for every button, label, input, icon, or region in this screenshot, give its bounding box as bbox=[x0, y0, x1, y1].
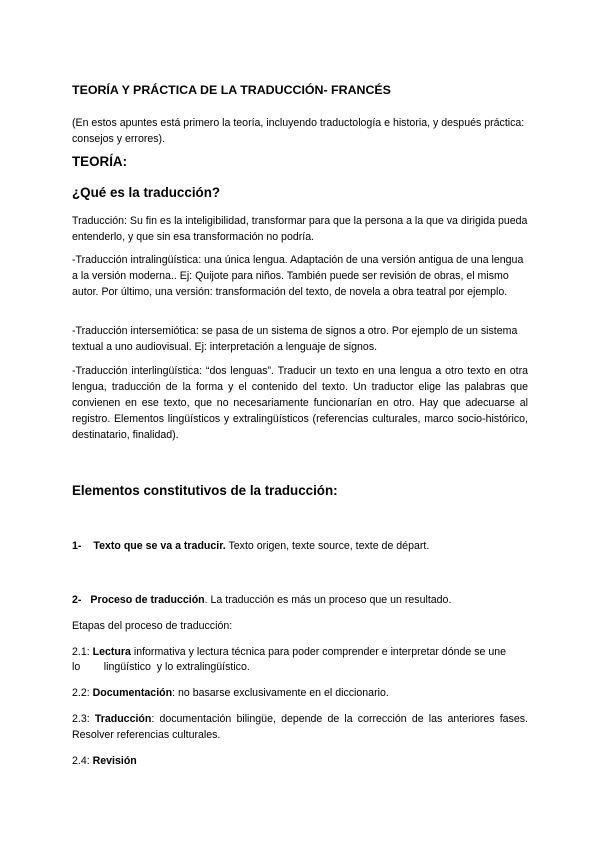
etapa-bold: Lectura bbox=[92, 646, 131, 658]
etapa-number: 2.3: bbox=[72, 713, 95, 725]
etapas-label: Etapas del proceso de traducción: bbox=[72, 620, 233, 632]
etapa-revision bbox=[72, 755, 137, 768]
etapa-number: 2.2: bbox=[72, 687, 93, 699]
paragraph-interlinguistica: -Traducción interlingüística: “dos lenguas”. Traducir un texto en una lengua a otro texto en otra lengua, traducción de la forma y el contenido del texto. Un traductor elige las palabras que convienen en ese texto, que no necesariamente funcionarían en otro. Hay que adecuarse al registro. Elementos lingüísticos y extralingüísticos (referencias culturales, marco socio-histórico, destinatario, finalidad). bbox=[72, 365, 528, 441]
section-heading-teoria: TEORÍA: bbox=[72, 154, 128, 169]
list-item-proceso bbox=[72, 594, 451, 607]
etapa-bold: Revisión bbox=[92, 755, 137, 767]
etapa-text: : no basarse exclusivamente en el diccionario. bbox=[172, 687, 389, 699]
etapa-lectura-line1 bbox=[72, 646, 506, 659]
list-item-number: 1- bbox=[72, 540, 82, 552]
intro-paragraph: (En estos apuntes está primero la teoría, incluyendo traductología e historia, y después práctica: consejos y errores). bbox=[72, 117, 525, 145]
etapa-traduccion bbox=[72, 711, 528, 743]
etapa-bold: Documentación bbox=[92, 687, 173, 699]
list-item-bold: Proceso de traducción bbox=[90, 594, 205, 606]
etapa-bold: Traducción bbox=[94, 713, 152, 725]
etapa-lectura-line2: lo lingüístico y lo extralingüístico. bbox=[72, 661, 250, 673]
list-item-text: . La traducción es más un proceso que un resultado. bbox=[204, 594, 452, 606]
etapa-text: informativa y lectura técnica para poder comprender e interpretar dónde se une bbox=[130, 646, 507, 658]
paragraph-traduccion: Traducción: Su fin es la inteligibilidad, transformar para que la persona a la que va dirigida pueda entenderlo, y que sin esa transformación no podría. bbox=[72, 215, 528, 243]
list-item-texto bbox=[72, 540, 429, 553]
list-item-text: Texto origen, texte source, texte de départ. bbox=[225, 540, 430, 552]
paragraph-intralinguistica: -Traducción intralingüística: una única lengua. Adaptación de una versión antigua de una lengua a la versión moderna.. Ej: Quijote para niños. También puede ser revisión de obras, el mismo autor. Por último, una versión: transformación del texto, de novela a obra teatral por ejemplo. bbox=[72, 254, 524, 298]
heading-que-es-la-traduccion: ¿Qué es la traducción? bbox=[72, 185, 221, 200]
etapa-documentacion bbox=[72, 687, 389, 700]
etapa-text: : documentación bilingüe, depende de la corrección de las anteriores fases. Resolver referencias culturales. bbox=[72, 713, 528, 741]
etapa-number: 2.4: bbox=[72, 755, 93, 767]
list-item-bold: Texto que se va a traducir. bbox=[93, 540, 226, 552]
etapa-number: 2.1: bbox=[72, 646, 93, 658]
list-item-number: 2- bbox=[72, 594, 82, 606]
paragraph-intersemiotica: -Traducción intersemiótica: se pasa de un sistema de signos a otro. Por ejemplo de un sistema textual a uno audiovisual. Ej: interpretación a lenguaje de signos. bbox=[72, 325, 518, 353]
document-title: TEORÍA Y PRÁCTICA DE LA TRADUCCIÓN- FRANCÉS bbox=[72, 83, 391, 97]
heading-elementos-constitutivos: Elementos constitutivos de la traducción: bbox=[72, 483, 338, 498]
